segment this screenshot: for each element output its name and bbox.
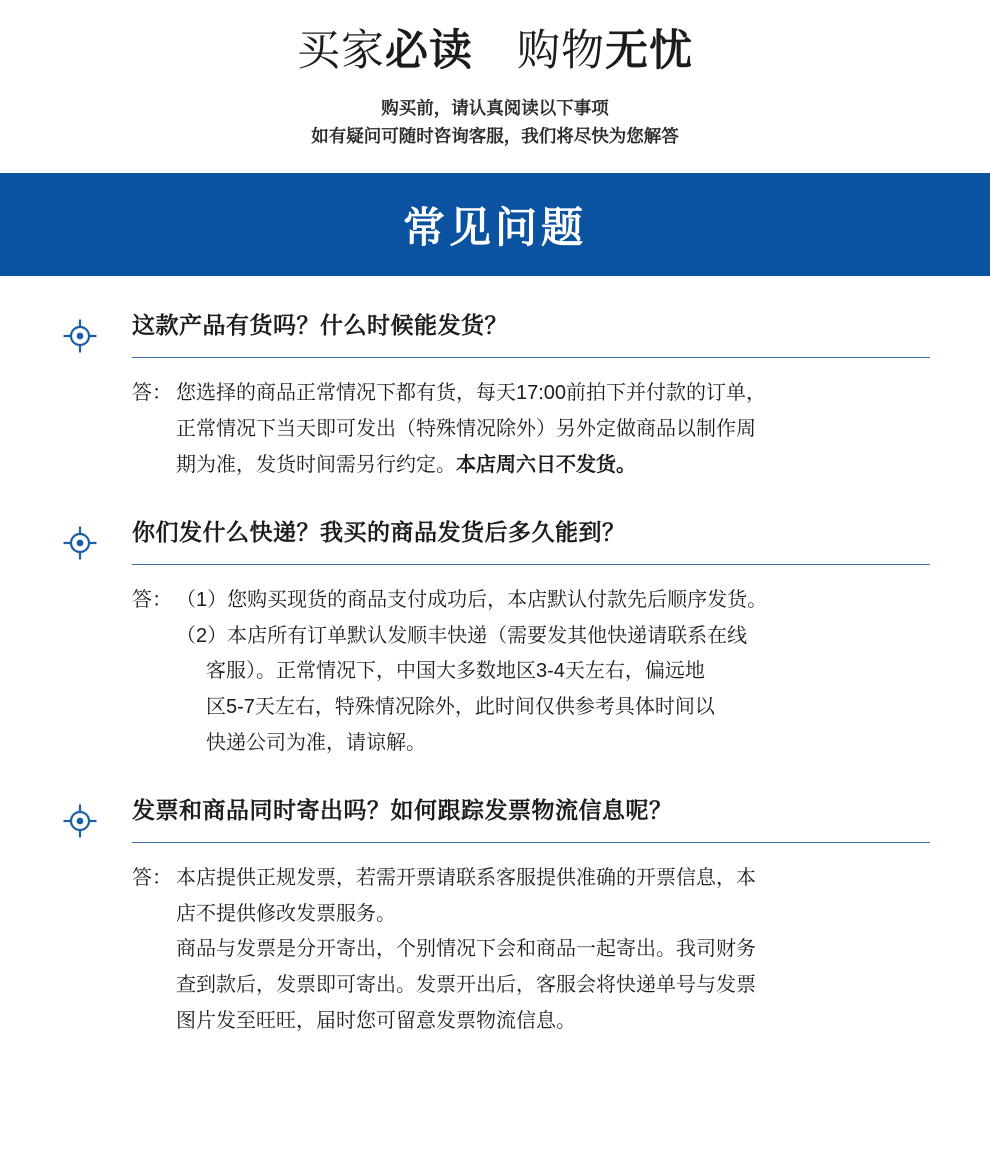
- faq-answer-body: [176, 376, 930, 483]
- faq-answer-label: 答：: [132, 589, 172, 612]
- faq-answer-emphasis: 本店周六日不发货。: [456, 453, 636, 476]
- faq-list: [0, 276, 990, 1039]
- faq-answer-line: 区5-7天左右，特殊情况除外，此时间仅供参考具体时间以: [206, 696, 715, 718]
- page-title-part3: 购物: [473, 27, 605, 75]
- page-title-part2: 必读: [385, 27, 473, 75]
- page-title-part4: 无忧: [605, 27, 693, 75]
- faq-answer-line: 快递公司为准，请谅解。: [206, 731, 426, 754]
- faq-answer-line: 查到款后，发票即可寄出。发票开出后，客服会将快递单号与发票: [176, 974, 756, 997]
- faq-question: 你们发什么快递？我买的商品发货后多久能到？: [132, 519, 626, 546]
- faq-answer-line: 店不提供修改发票服务。: [176, 902, 396, 925]
- faq-answer-line: （2）本店所有订单默认发顺丰快递（需要发其他快递请联系在线: [176, 624, 748, 647]
- page-subtitle-line-1: 购买前，请认真阅读以下事项: [381, 97, 609, 118]
- faq-answer-line-text: 期为准，发货时间需另行约定。: [176, 453, 456, 476]
- page-title: [0, 26, 990, 78]
- section-banner: [0, 173, 990, 276]
- section-banner-title: 常见问题: [402, 203, 587, 251]
- faq-answer-line: 客服）。正常情况下，中国大多数地区3-4天左右，偏远地: [206, 660, 705, 683]
- faq-question: 发票和商品同时寄出吗？如何跟踪发票物流信息呢？: [132, 797, 673, 824]
- faq-answer-line: （1）您购买现货的商品支付成功后，本店默认付款先后顺序发货。: [176, 589, 768, 612]
- faq-divider: [132, 357, 930, 358]
- faq-answer: [132, 861, 930, 1039]
- page-title-part1: 买家: [297, 27, 385, 75]
- faq-divider: [132, 842, 930, 843]
- faq-answer: [132, 583, 930, 761]
- faq-answer-line: 商品与发票是分开寄出，个别情况下会和商品一起寄出。我司财务: [176, 938, 756, 961]
- page-subtitle-line-2: 如有疑问可随时咨询客服，我们将尽快为您解答: [311, 126, 679, 147]
- page-subtitle: [0, 94, 990, 152]
- crosshair-icon: [62, 525, 98, 561]
- page-header: [0, 0, 990, 151]
- faq-answer-body: [176, 861, 930, 1039]
- faq-item: [0, 310, 990, 483]
- faq-answer-label: 答：: [132, 382, 172, 405]
- faq-divider: [132, 564, 930, 565]
- crosshair-icon: [62, 318, 98, 354]
- faq-question: 这款产品有货吗？什么时候能发货？: [132, 312, 508, 339]
- faq-answer-label: 答：: [132, 867, 172, 890]
- crosshair-icon: [62, 803, 98, 839]
- faq-answer-body: [176, 583, 930, 761]
- faq-answer: [132, 376, 930, 483]
- faq-answer-line: 正常情况下当天即可发出（特殊情况除外）另外定做商品以制作周: [176, 417, 756, 440]
- faq-answer-line: [176, 448, 930, 484]
- faq-answer-line: 图片发至旺旺，届时您可留意发票物流信息。: [176, 1009, 576, 1032]
- faq-item: [0, 795, 990, 1039]
- faq-item: [0, 517, 990, 761]
- faq-answer-line: 您选择的商品正常情况下都有货，每天17:00前拍下并付款的订单，: [176, 382, 767, 405]
- faq-answer-line: 本店提供正规发票，若需开票请联系客服提供准确的开票信息，本: [176, 867, 756, 890]
